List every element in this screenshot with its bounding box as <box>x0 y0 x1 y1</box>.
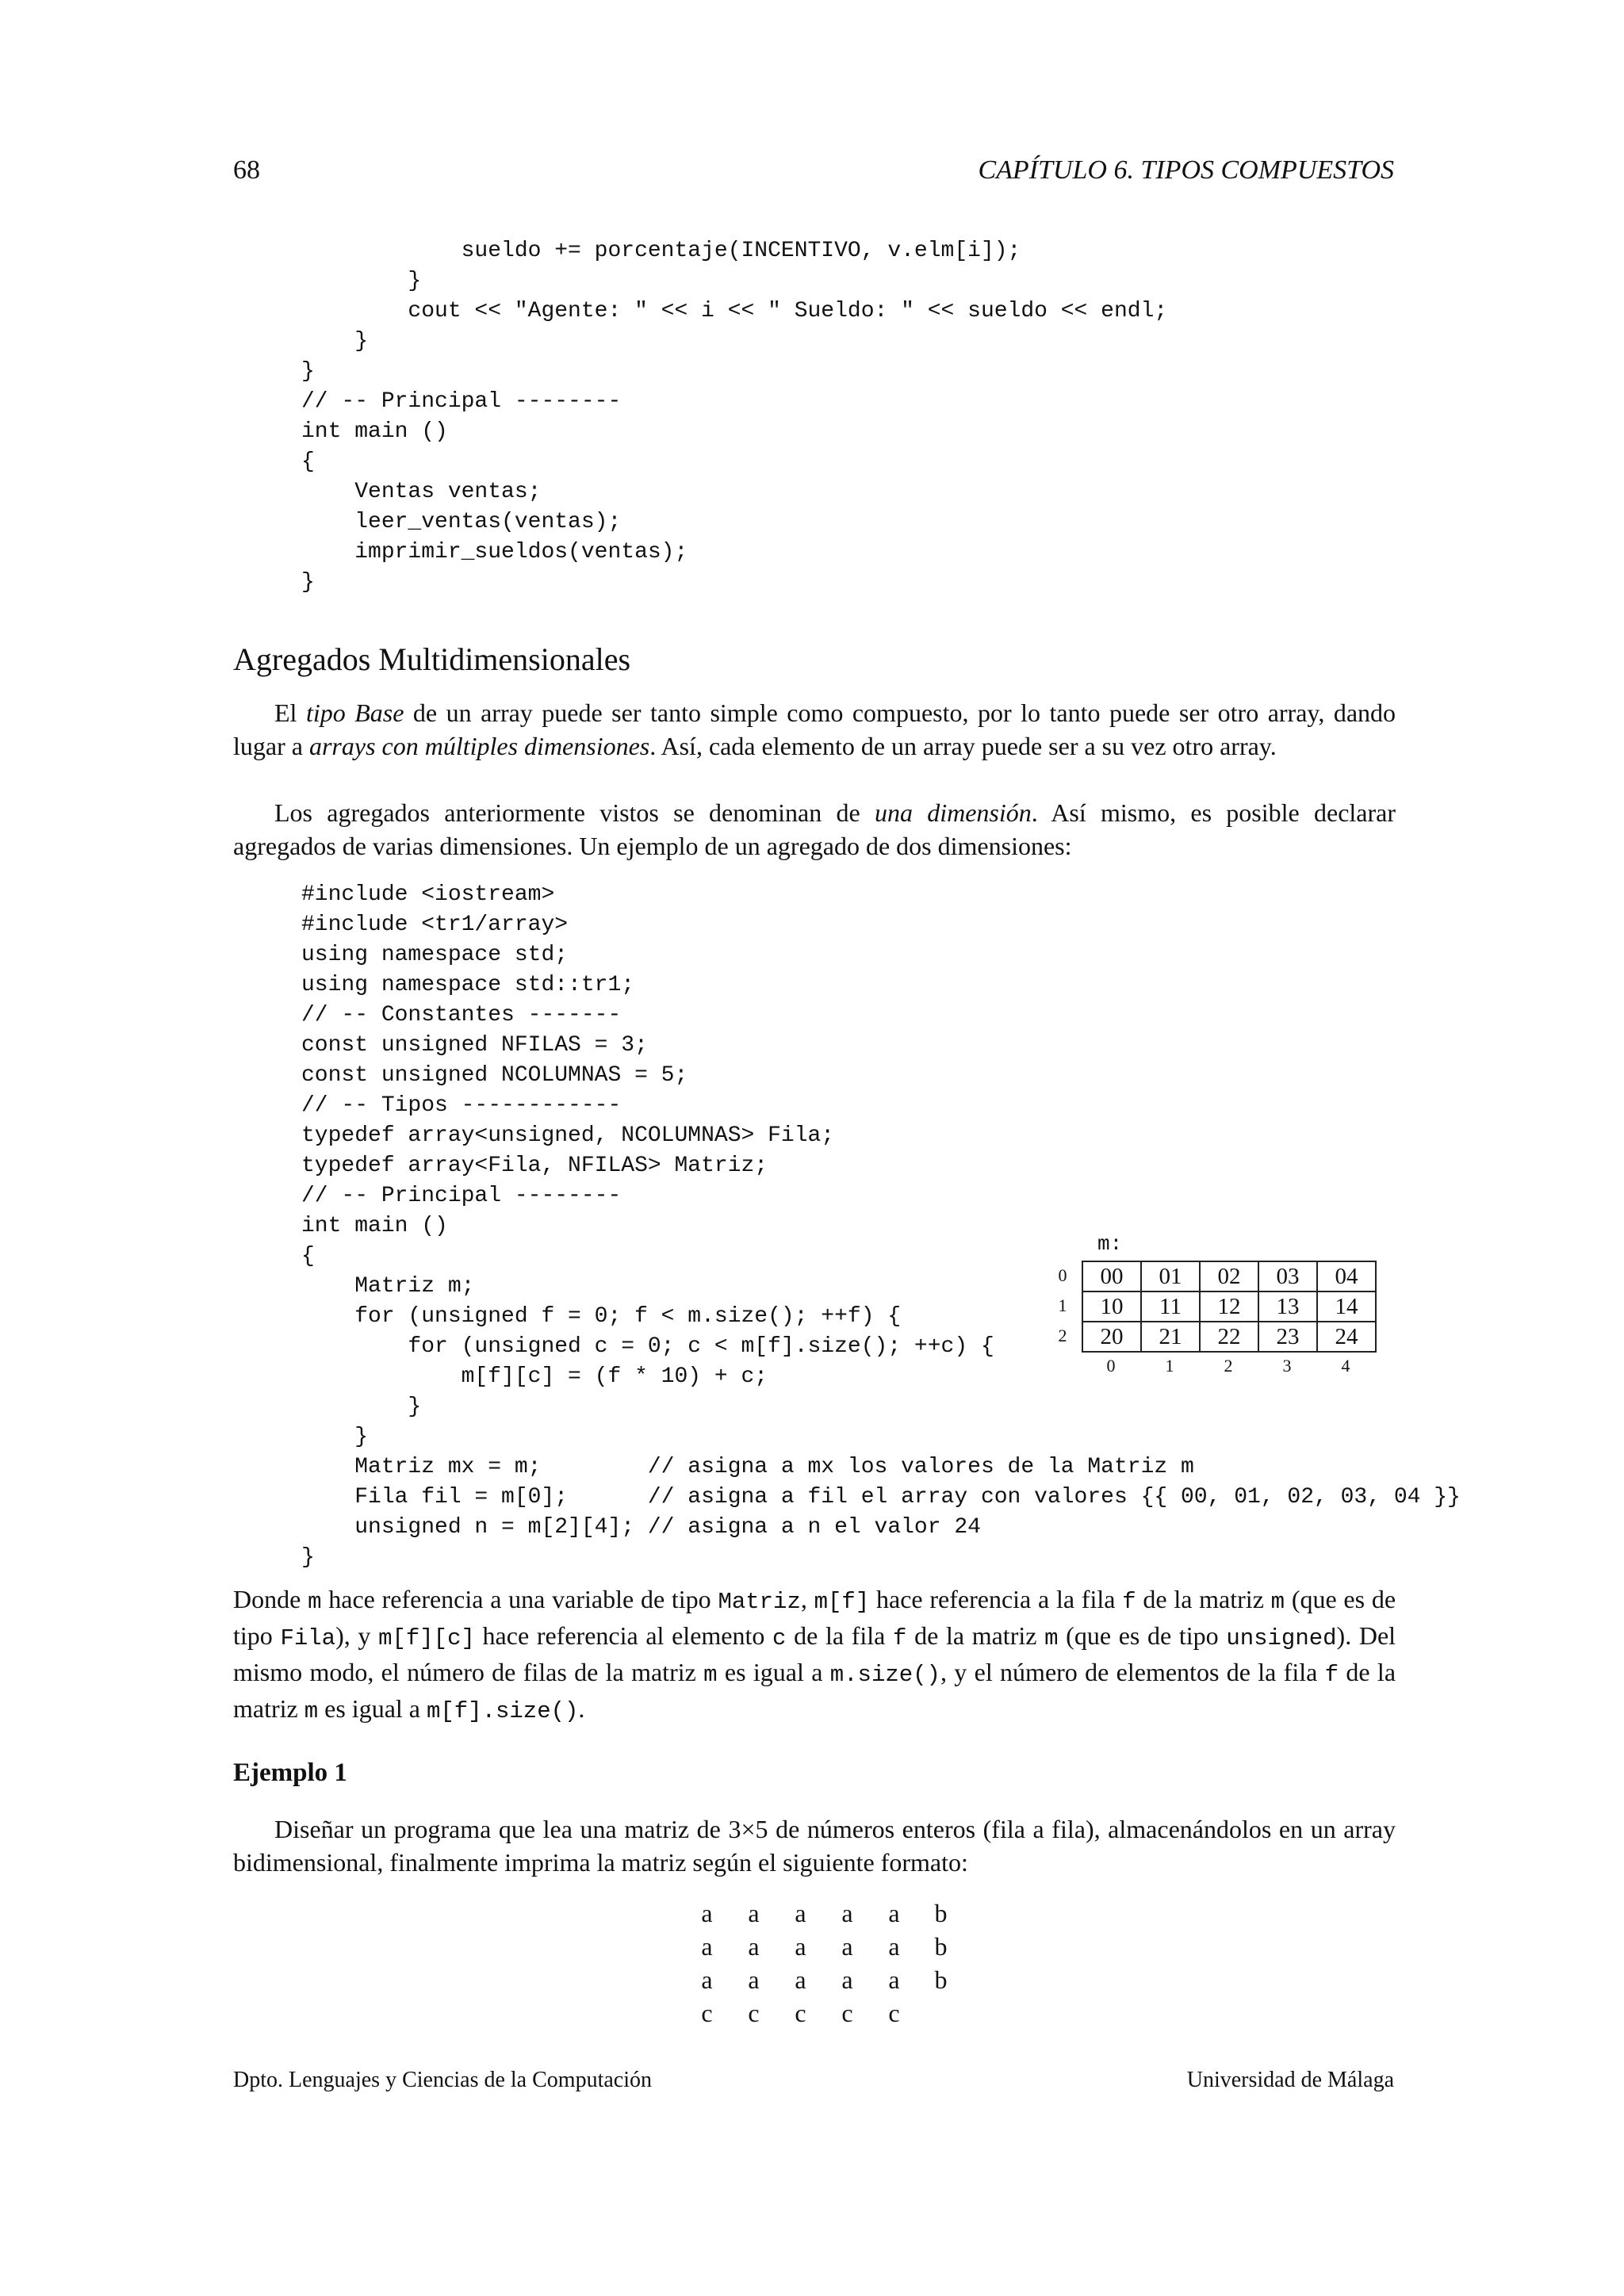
matrix-cell: 14 <box>1317 1292 1376 1322</box>
matrix-cell: 11 <box>1141 1292 1200 1322</box>
row-index: 2 <box>1058 1326 1067 1345</box>
format-cell: a <box>748 1965 760 1994</box>
format-cell: a <box>841 1965 853 1994</box>
matrix-cell: 22 <box>1200 1322 1258 1352</box>
column-index: 3 <box>1282 1356 1292 1376</box>
format-cell: b <box>934 1931 948 1961</box>
matrix-figure <box>1031 1232 1396 1391</box>
format-cell: c <box>748 1998 760 2027</box>
row-index: 0 <box>1058 1265 1067 1285</box>
format-cell: a <box>888 1898 900 1927</box>
format-cell: c <box>841 1998 853 2027</box>
matrix-table <box>1082 1261 1377 1353</box>
column-index: 0 <box>1106 1356 1116 1376</box>
format-cell: a <box>701 1931 713 1961</box>
format-row <box>684 1996 964 2030</box>
format-cell <box>917 1996 964 2030</box>
format-cell: b <box>934 1898 948 1927</box>
footer-department: Dpto. Lenguajes y Ciencias de la Computación <box>233 2068 652 2092</box>
format-row <box>684 1963 964 1996</box>
format-cell: b <box>934 1965 948 1994</box>
format-cell: a <box>748 1931 760 1961</box>
matrix-cell: 01 <box>1141 1261 1200 1292</box>
column-index: 1 <box>1165 1356 1174 1376</box>
matrix-cell: 13 <box>1258 1292 1317 1322</box>
format-cell: a <box>701 1965 713 1994</box>
format-cell: a <box>795 1898 806 1927</box>
code-listing-matrix: #include <iostream> #include <tr1/array> using namespace std; using namespace std::tr1; // -- Constantes ------- const unsigned NFILAS = 3; const unsigned NCOLUMNAS = 5; // -- Tipos ------------ typedef array<unsigned, NCOLUMNAS> Fila; typedef array<Fila, NFILAS> Matriz; // -- Principal -------- int main () { Matriz m; for (unsigned f = 0; f < m.size(); ++f) { for (unsigned c = 0; c < m[f].size(); ++c) { m[f][c] = (f * 10) + c; } } Matriz mx = m; // asigna a mx los valores de la Matriz m Fila fil = m[0]; // asigna a fil el array con valores {{ 00, 01, 02, 03, 04 }} unsigned n = m[2][4]; // asigna a n el valor 24 } <box>301 882 1461 1570</box>
column-index: 2 <box>1224 1356 1233 1376</box>
example-title: Ejemplo 1 <box>233 1758 347 1787</box>
matrix-row <box>1082 1292 1376 1322</box>
row-index: 1 <box>1058 1295 1067 1315</box>
format-cell: a <box>888 1931 900 1961</box>
matrix-cell: 03 <box>1258 1261 1317 1292</box>
format-cell: c <box>795 1998 806 2027</box>
matrix-name: m: <box>1097 1232 1123 1256</box>
matrix-cell: 12 <box>1200 1292 1258 1322</box>
format-grid <box>684 1896 964 2030</box>
format-table <box>684 1896 964 2030</box>
page-number: 68 <box>233 155 260 185</box>
matrix-row <box>1082 1261 1376 1292</box>
chapter-header: CAPÍTULO 6. TIPOS COMPUESTOS <box>978 155 1394 185</box>
matrix-cell: 02 <box>1200 1261 1258 1292</box>
section-title: Agregados Multidimensionales <box>233 641 631 677</box>
format-cell: a <box>795 1931 806 1961</box>
format-row <box>684 1896 964 1930</box>
footer-university: Universidad de Málaga <box>1186 2068 1394 2092</box>
code-listing-top: sueldo += porcentaje(INCENTIVO, v.elm[i]); } cout << "Agente: " << i << " Sueldo: " << sueldo << endl; } } // -- Principal -------- int main () { Ventas ventas; leer_ventas(ventas); imprimir_sueldos(ventas); } <box>301 239 1168 595</box>
paragraph-one-dimension: Los agregados anteriormente vistos se denominan de una dimensión. Así mismo, es posible declarar agregados de varias dimensiones. Un ejemplo de un agregado de dos dimensiones: <box>233 798 1396 860</box>
paragraph-intro: El tipo Base de un array puede ser tanto simple como compuesto, por lo tanto puede ser otro array, dando lugar a arrays con múltiples dimensiones. Así, cada elemento de un array puede ser a su vez otro array. <box>233 698 1396 760</box>
format-cell: a <box>795 1965 806 1994</box>
matrix-cell: 00 <box>1082 1261 1141 1292</box>
format-cell: a <box>841 1898 853 1927</box>
matrix-cell: 20 <box>1082 1322 1141 1352</box>
paragraph-explanation: Donde m hace referencia a una variable de tipo Matriz, m[f] hace referencia a la fila f de la matriz m (que es de tipo Fila), y m[f][c] hace referencia al elemento c de la fila f de la matriz m (que es de tipo unsigned). Del mismo modo, el número de filas de la matriz m es igual a m.size(), y el número de elementos de la fila f de la matriz m es igual a m[f].size(). <box>233 1585 1396 1724</box>
matrix-cell: 21 <box>1141 1322 1200 1352</box>
matrix-cell: 10 <box>1082 1292 1141 1322</box>
format-cell: c <box>701 1998 713 2027</box>
matrix-cell: 23 <box>1258 1322 1317 1352</box>
format-cell: a <box>701 1898 713 1927</box>
format-cell: c <box>888 1998 900 2027</box>
format-row <box>684 1930 964 1963</box>
column-index: 4 <box>1341 1356 1350 1376</box>
format-cell: a <box>748 1898 760 1927</box>
paragraph-example: Diseñar un programa que lea una matriz de 3×5 de números enteros (fila a fila), almacenándolos en un array bidimensional, finalmente imprima la matriz según el siguiente formato: <box>233 1815 1396 1877</box>
matrix-row <box>1082 1322 1376 1352</box>
matrix-cell: 24 <box>1317 1322 1376 1352</box>
format-cell: a <box>888 1965 900 1994</box>
matrix-cell: 04 <box>1317 1261 1376 1292</box>
format-cell: a <box>841 1931 853 1961</box>
